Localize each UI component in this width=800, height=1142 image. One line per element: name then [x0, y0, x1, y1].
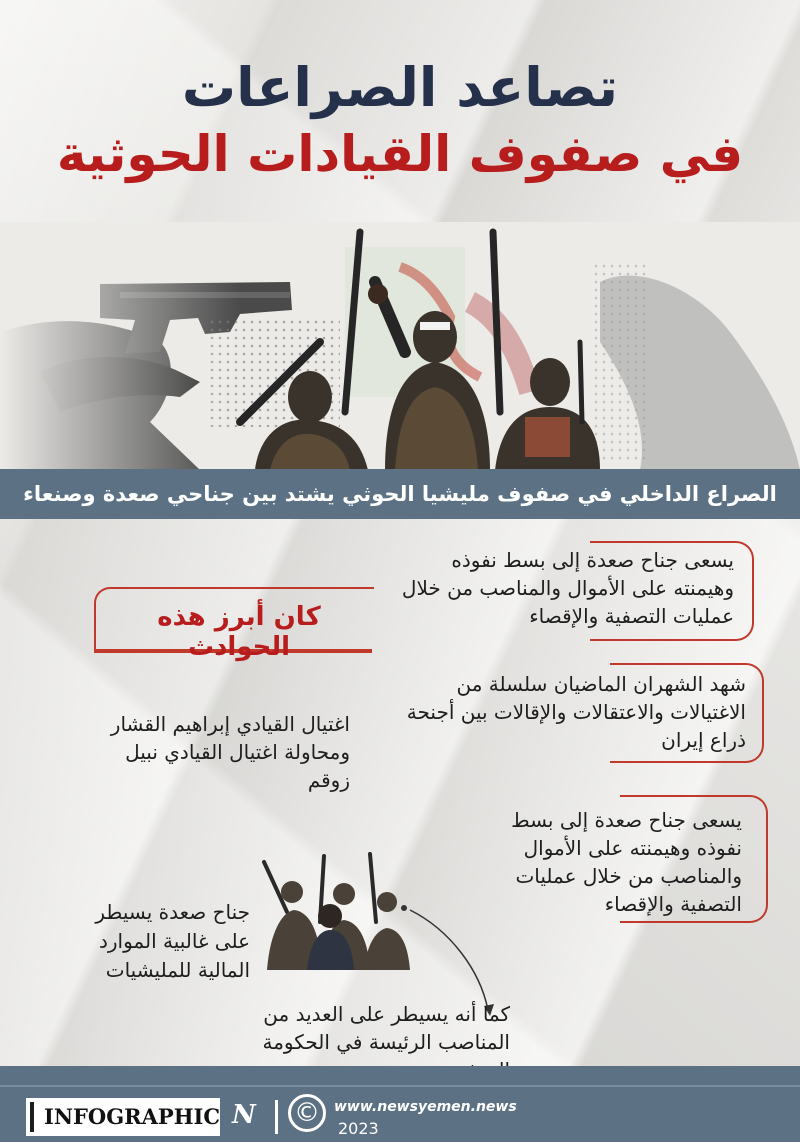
incidents-heading: كان أبرز هذه الحوادث [157, 602, 321, 662]
info-card-1: يسعى جناح صعدة إلى بسط نفوذه وهيمنته على الأموال والمناصب من خلال عمليات التصفية والإقصاء [401, 548, 734, 628]
incident-item-1: اغتيال القيادي إبراهيم القشار ومحاولة اغتيال القيادي نبيل زوقم [110, 712, 350, 792]
title-line-2: في صفوف القيادات الحوثية [56, 125, 744, 183]
footer-separator [275, 1100, 278, 1134]
brand-label: INFOGRAPHIC [44, 1104, 221, 1129]
headline-text: الصراع الداخلي في صفوف مليشيا الحوثي يشتد بين جناحي صعدة وصنعاء [23, 482, 777, 506]
website-url: www.newsyemen.news [334, 1099, 517, 1115]
logo-icon: N [232, 1100, 256, 1130]
footer-stripe [0, 1085, 800, 1087]
info-card-2: شهد الشهران الماضيان سلسلة من الاغتيالات والاعتقالات والإقالات بين أجنحة ذراع إيران [406, 672, 746, 752]
copyright-year: 2023 [338, 1119, 379, 1138]
copyright-icon: © [288, 1094, 326, 1132]
incident-item-2: جناح صعدة يسيطر على غالبية الموارد المالية للمليشيات [95, 900, 250, 982]
title-line-1: تصاعد الصراعات [181, 56, 619, 119]
brand-accent-bar [30, 1102, 34, 1132]
info-card-3: يسعى جناح صعدة إلى بسط نفوذه وهيمنته على الأموال والمناصب من خلال عمليات التصفية والإقصاء [511, 808, 742, 916]
incident-item-3: كما أنه يسيطر على العديد من المناصب الرئيسة في الحكومة [262, 1002, 510, 1054]
